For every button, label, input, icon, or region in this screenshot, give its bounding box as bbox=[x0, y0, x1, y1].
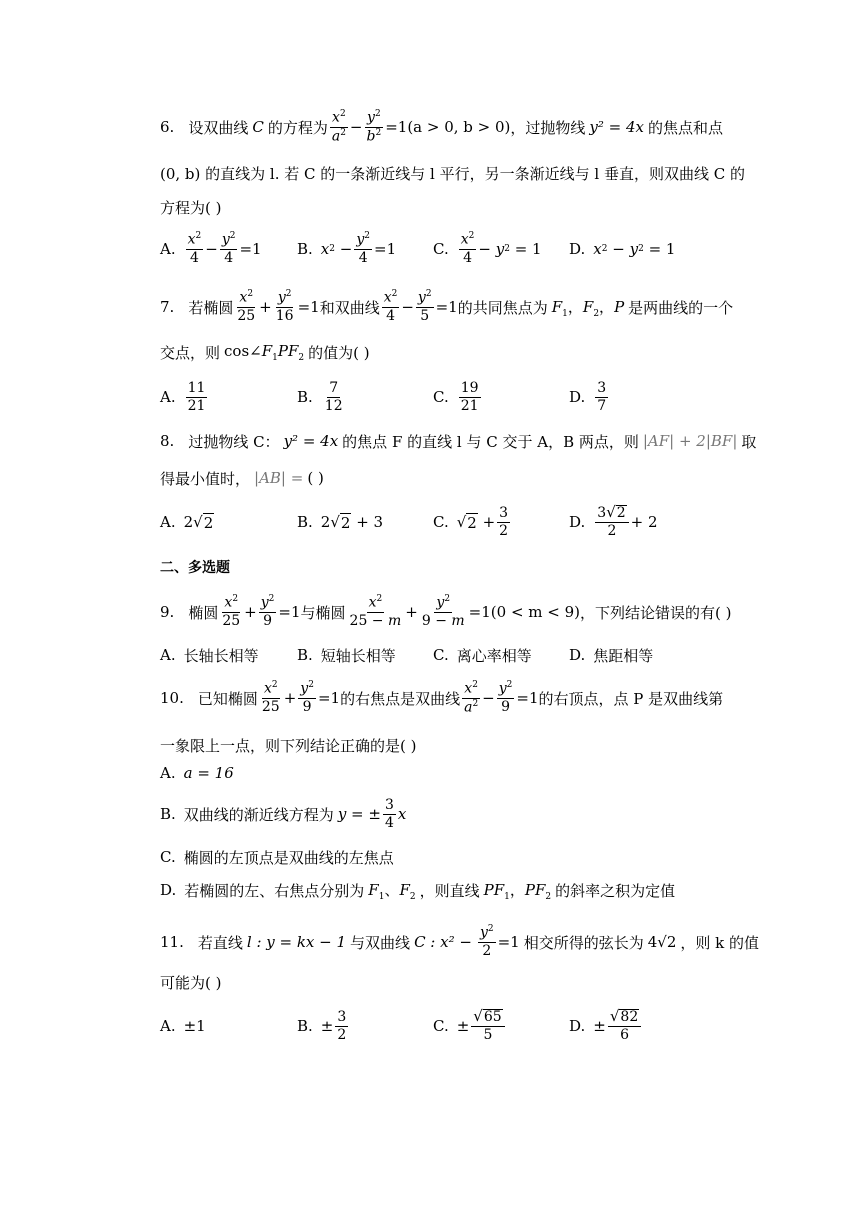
q11-option-c[interactable]: C. ± √ 65 5 bbox=[433, 1004, 507, 1048]
q6-option-c[interactable]: C. $\frac{x^2}{4}$ − y 2 = 1 bbox=[433, 231, 542, 266]
q9-option-a[interactable]: A. 长轴长相等 bbox=[160, 646, 259, 665]
q6-line1: 6. 设双曲线 C 的方程为 $\frac{x^2}{a^2}$ − $\frac{y^2}{b^2}$ =1(a > 0, b > 0) ，过抛物线 y² = 4x 的焦点和点 bbox=[160, 109, 724, 145]
q9-option-d[interactable]: D. 焦距相等 bbox=[569, 646, 654, 665]
q7-line1: 7. 若椭圆 $\frac{x^2}{25}$ + $\frac{y^2}{16}$ =1 和双曲线 $\frac{x^2}{4}$ − $\frac{y^2}{5}$ =1 的共同焦点为 $F_1$，$F_2$，P 是两曲线的一个 bbox=[160, 289, 734, 324]
q11-line2: 可能为( ) bbox=[160, 973, 222, 992]
q9-number: 9. bbox=[160, 603, 175, 621]
q7-option-a[interactable]: A. $\frac{11}{21}$ bbox=[160, 379, 206, 414]
q9-options bbox=[160, 635, 720, 675]
q6-condition: =1(a > 0, b > 0) bbox=[385, 118, 511, 136]
q7-option-d[interactable]: D. $\frac{3}{7}$ bbox=[569, 379, 607, 414]
q9-option-c[interactable]: C. 离心率相等 bbox=[433, 646, 532, 665]
q10-line2: 一象限上一点，则下列结论正确的是( ) bbox=[160, 736, 417, 755]
q6-options bbox=[160, 229, 720, 269]
q10-option-b[interactable]: B. 双曲线的渐近线方程为 y = ± $\frac{3}{4}$ x bbox=[160, 796, 407, 831]
q8-options bbox=[160, 502, 720, 542]
q6-number: 6. bbox=[160, 118, 175, 136]
q6-text-a: 设双曲线 bbox=[188, 118, 249, 137]
q8-option-a[interactable]: A. 2 √ 2 bbox=[160, 512, 214, 532]
q11-options bbox=[160, 1004, 720, 1048]
q6-line3: 方程为( ) bbox=[160, 198, 222, 217]
q11-option-b[interactable]: B. ± $\frac{3}{2}$ bbox=[297, 1008, 347, 1043]
q7-option-c[interactable]: C. $\frac{19}{21}$ bbox=[433, 379, 479, 414]
section-heading-multiple-choice: 二、多选题 bbox=[160, 560, 230, 576]
q8-line2: 得最小值时， |AB| = ( ) bbox=[160, 469, 324, 488]
q8-option-b[interactable]: B. 2 √ 2 + 3 bbox=[297, 512, 384, 532]
q6-line2: (0, b) 的直线为 l. 若 C 的一条渐近线与 l 平行，另一条渐近线与 l 垂直，则双曲线 C 的 bbox=[160, 164, 745, 183]
q8-number: 8. bbox=[160, 432, 175, 450]
q7-ellipse-frac1: $\frac{x^2}{25}$ bbox=[237, 289, 256, 324]
q7-hyperbola-frac1: $\frac{x^2}{4}$ bbox=[383, 289, 398, 324]
q11-option-a[interactable]: A. ±1 bbox=[160, 1017, 206, 1035]
q7-number: 7. bbox=[160, 298, 175, 316]
q7-line2: 交点，则 $\cos\angle F_1PF_2$ 的值为( ) bbox=[160, 341, 370, 363]
q6-text-b: C bbox=[252, 118, 264, 136]
q6-text-e: 的焦点和点 bbox=[648, 118, 724, 137]
q6-hyperbola-frac2: $\frac{y^2}{b^2}$ bbox=[366, 109, 382, 145]
q10-line1: 10. 已知椭圆 $\frac{x^2}{25}$ + $\frac{y^2}{9}$ =1 的右焦点是双曲线 $\frac{x^2}{a^2}$ − $\frac{y^2}{9}$ =1 的右顶点，点 P 是双曲线第 bbox=[160, 680, 724, 716]
q10-option-a[interactable]: A. a = 16 bbox=[160, 764, 234, 782]
q11-option-d[interactable]: D. ± √ 82 6 bbox=[569, 1004, 643, 1048]
q11-number: 11. bbox=[160, 933, 184, 951]
q6-text-c: 的方程为 bbox=[267, 118, 328, 137]
q11-line1: 11. 若直线 l : y = kx − 1 与双曲线 C : x² − $\frac{y^2}{2}$ =1 相交所得的弦长为 4√2 ，则 k 的值 bbox=[160, 924, 760, 959]
q7-options bbox=[160, 377, 720, 417]
q8-option-d[interactable]: D. 3 √ 2 2 + 2 bbox=[569, 503, 658, 540]
q6-option-d[interactable]: D. x 2 − y 2 = 1 bbox=[569, 240, 676, 258]
q8-option-c[interactable]: C. √ 2 + $\frac{3}{2}$ bbox=[433, 504, 509, 539]
q9-line1: 9. 椭圆 $\frac{x^2}{25}$ + $\frac{y^2}{9}$ =1 与椭圆 $\frac{x^2}{25 - m}$ + $\frac{y^2}{9 - m}$ =1(0 < m < 9) ，下列结论错误的有( ) bbox=[160, 594, 732, 629]
q10-number: 10. bbox=[160, 689, 184, 707]
q10-option-c[interactable]: C. 椭圆的左顶点是双曲线的左焦点 bbox=[160, 848, 394, 867]
q9-option-b[interactable]: B. 短轴长相等 bbox=[297, 646, 396, 665]
q6-option-a[interactable]: A. $\frac{x^2}{4}$ − $\frac{y^2}{4}$ =1 bbox=[160, 231, 262, 266]
q10-option-d[interactable]: D. 若椭圆的左、右焦点分别为 $F_1$、$F_2$ ，则直线 $PF_1$，$PF_2$ 的斜率之积为定值 bbox=[160, 880, 676, 902]
q6-option-b[interactable]: B. x 2 − $\frac{y^2}{4}$ =1 bbox=[297, 231, 397, 266]
q6-text-d: ，过抛物线 bbox=[510, 118, 586, 137]
q8-line1: 8. 过抛物线 C： y² = 4x 的焦点 F 的直线 l 与 C 交于 A，B 两点，则 |AF| + 2|BF| 取 bbox=[160, 432, 757, 451]
q6-parabola: y² = 4x bbox=[589, 118, 645, 136]
q6-hyperbola-frac1: $\frac{x^2}{a^2}$ bbox=[331, 109, 346, 145]
q7-option-b[interactable]: B. $\frac{7}{12}$ bbox=[297, 379, 343, 414]
